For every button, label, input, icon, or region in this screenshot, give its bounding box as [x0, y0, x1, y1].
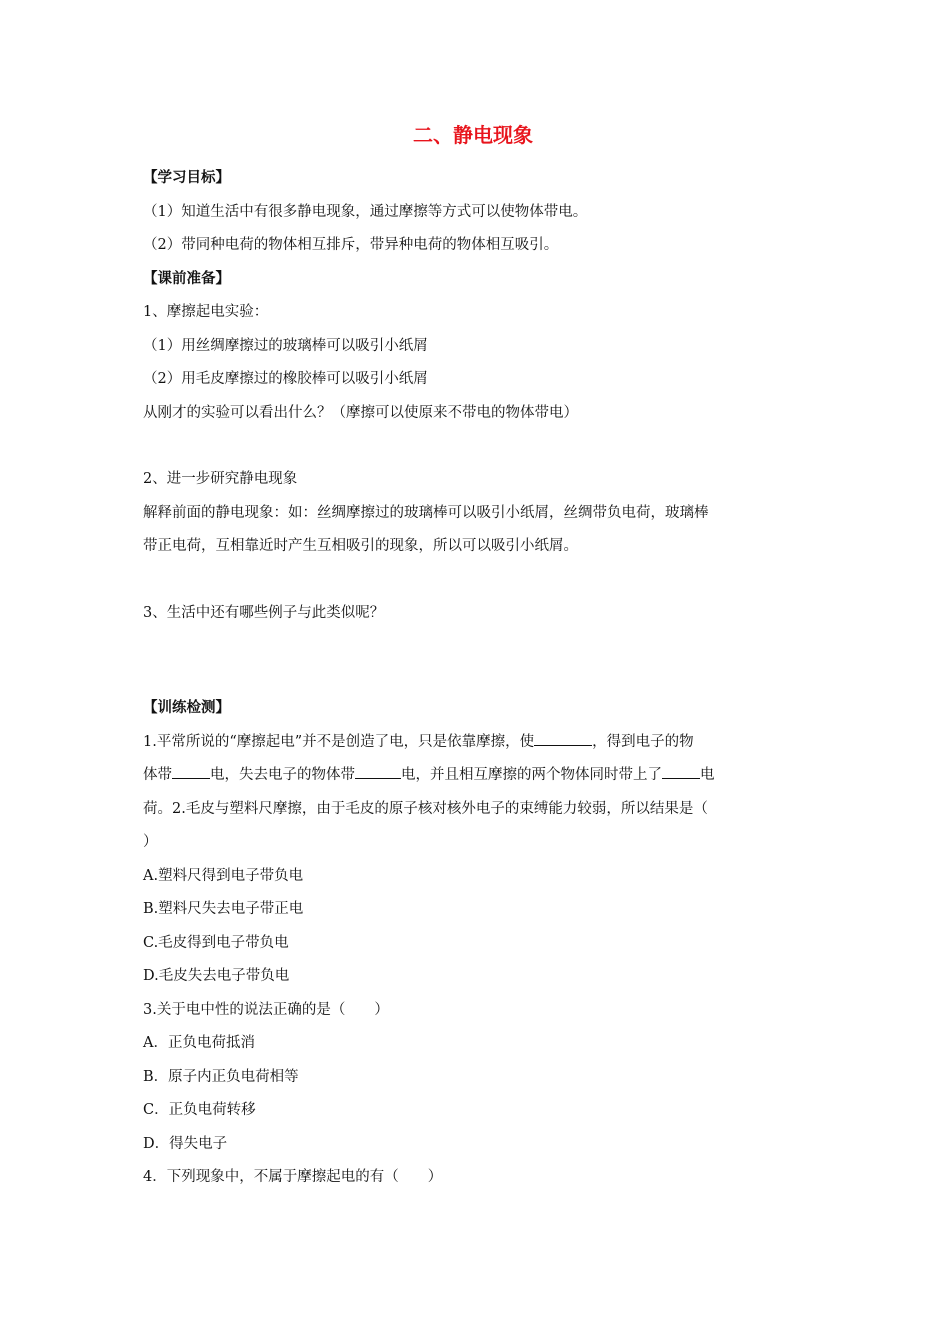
- section-2-text-line-2: 带正电荷，互相靠近时产生互相吸引的现象，所以可以吸引小纸屑。: [143, 538, 578, 554]
- objective-item-1: （1）知道生活中有很多静电现象，通过摩擦等方式可以使物体带电。: [143, 203, 588, 220]
- objectives-heading: 【学习目标】: [143, 170, 230, 186]
- question-1-text-a: 1.平常所说的“摩擦起电”并不是创造了电，只是依靠摩擦，使: [143, 733, 535, 750]
- preparation-heading: 【课前准备】: [143, 270, 230, 287]
- answer-blank-3[interactable]: [355, 762, 401, 779]
- question-1-text-f: 电: [700, 767, 715, 783]
- question-2-line-2: ）: [143, 834, 158, 850]
- question-1-line-2: [143, 759, 803, 793]
- question-3-option-b: B．原子内正负电荷相等: [143, 1068, 299, 1085]
- question-3-option-c: C．正负电荷转移: [143, 1102, 256, 1118]
- question-4: 4．下列现象中，不属于摩擦起电的有（ ）: [143, 1169, 443, 1185]
- question-3-option-d: D．得失电子: [143, 1135, 228, 1152]
- question-3-option-a: A．正负电荷抵消: [143, 1035, 255, 1051]
- spacer: [143, 564, 803, 597]
- question-2-option-b: B.塑料尺失去电子带正电: [143, 901, 304, 917]
- question-2-option-a: A.塑料尺得到电子带负电: [143, 867, 304, 884]
- objective-item-2: （2）带同种电荷的物体相互排斥，带异种电荷的物体相互吸引。: [143, 237, 559, 253]
- question-1-text-b: ，得到电子的物: [592, 733, 694, 750]
- question-2-option-d: D.毛皮失去电子带负电: [143, 968, 290, 984]
- section-3-title: 3、生活中还有哪些例子与此类似呢？: [143, 604, 385, 621]
- page-title: 二、静电现象: [413, 123, 533, 147]
- question-2-option-c: C.毛皮得到电子带负电: [143, 934, 289, 951]
- answer-blank-1[interactable]: [534, 729, 592, 746]
- question-1-text-d: 电，失去电子的物体带: [210, 767, 355, 783]
- question-3: 3.关于电中性的说法正确的是（ ）: [143, 1001, 389, 1018]
- question-1-line-1: [143, 726, 803, 760]
- answer-blank-2[interactable]: [172, 762, 210, 779]
- training-heading: 【训练检测】: [143, 700, 230, 716]
- spacer: [143, 630, 803, 692]
- section-1-question: 从刚才的实验可以看出什么？（摩擦可以使原来不带电的物体带电）: [143, 404, 578, 421]
- spacer: [143, 430, 803, 463]
- experiment-item-1: （1）用丝绸摩擦过的玻璃棒可以吸引小纸屑: [143, 337, 428, 354]
- question-1-text-c: 体带: [143, 767, 172, 783]
- section-2-title: 2、进一步研究静电现象: [143, 471, 298, 487]
- section-2-text-line-1: 解释前面的静电现象：如：丝绸摩擦过的玻璃棒可以吸引小纸屑，丝绸带负电荷，玻璃棒: [143, 504, 709, 521]
- answer-blank-4[interactable]: [662, 762, 700, 779]
- experiment-item-2: （2）用毛皮摩擦过的橡胶棒可以吸引小纸屑: [143, 371, 428, 387]
- question-2-line-1: 荷。2.毛皮与塑料尺摩擦，由于毛皮的原子核对核外电子的束缚能力较弱，所以结果是（: [143, 800, 708, 817]
- section-1-title: 1、摩擦起电实验：: [143, 304, 269, 320]
- question-1-text-e: 电，并且相互摩擦的两个物体同时带上了: [401, 767, 662, 783]
- document-page: [143, 120, 803, 1195]
